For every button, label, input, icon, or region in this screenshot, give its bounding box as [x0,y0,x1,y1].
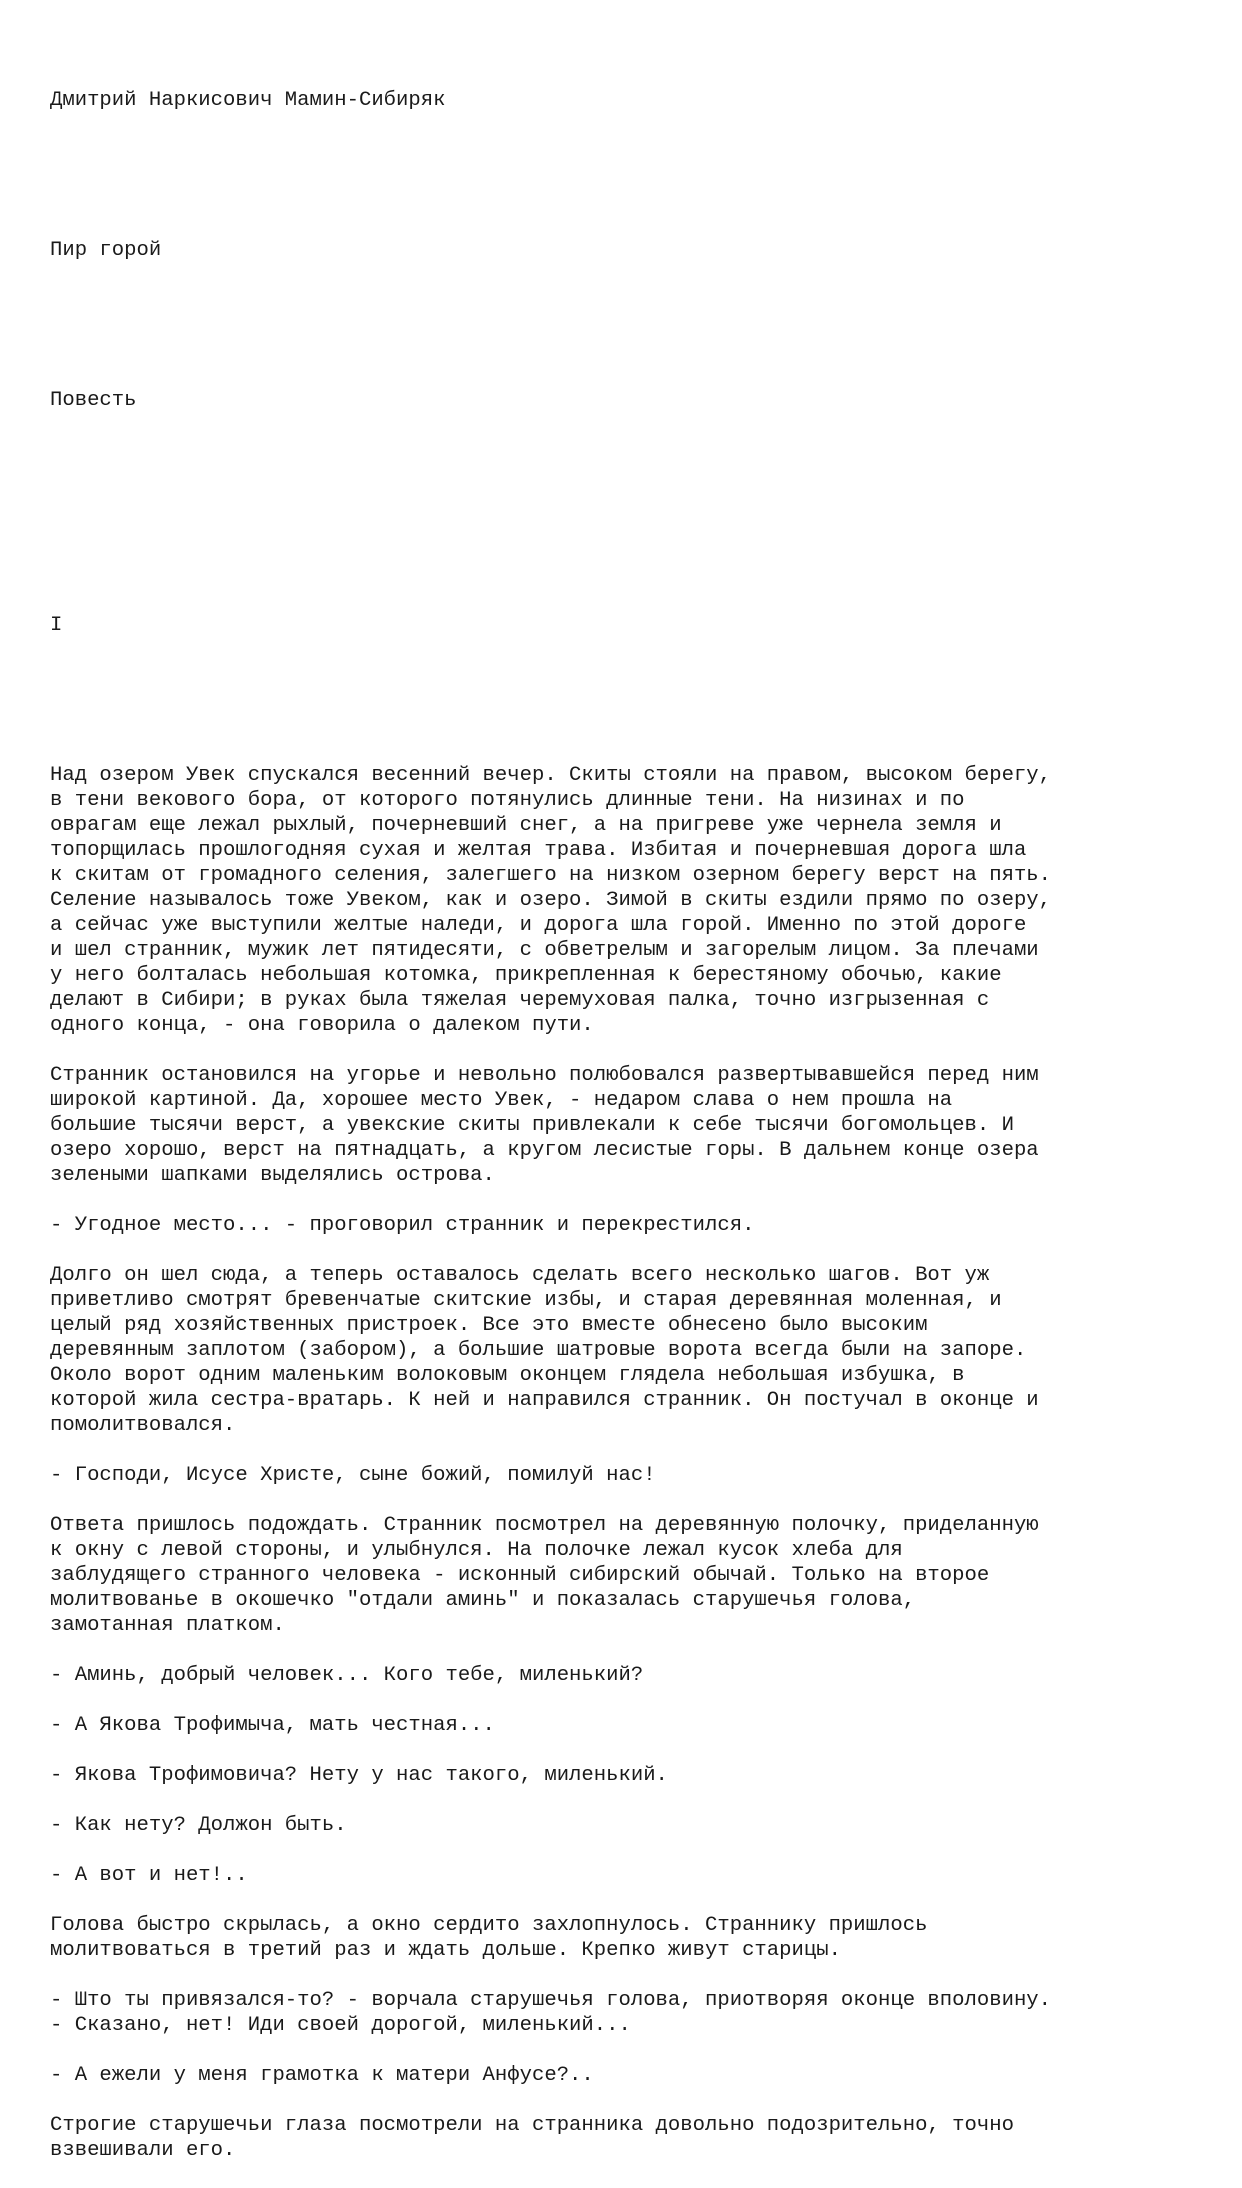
paragraph [50,1263,1200,1438]
text-line: Селение называлось тоже Увеком, как и озеро. Зимой в скиты ездили прямо по озеру, [50,889,1052,912]
text-line: топорщилась прошлогодняя сухая и желтая трава. Избитая и почерневшая дорога шла [50,839,1027,862]
text-line: - Угодное место... - проговорил странник и перекрестился. [50,1214,755,1237]
text-line: к окну с левой стороны, и улыбнулся. На полочке лежал кусок хлеба для [50,1539,903,1562]
text-line: - А вот и нет!.. [50,1864,248,1887]
paragraph [50,1863,1200,1888]
text-line: молитвованье в окошечко "отдали аминь" и показалась старушечья голова, [50,1589,916,1612]
text-line: помолитвовался. [50,1414,236,1437]
text-line: замотанная платком. [50,1614,285,1637]
text-line: взвешивали его. [50,2139,236,2162]
paragraph [50,1463,1200,1488]
text-line: одного конца, - она говорила о далеком пути. [50,1014,594,1037]
text-line: - А ежели у меня грамотка к матери Анфусе?.. [50,2064,594,2087]
paragraph-spacer [50,1738,1200,1763]
text-line: озеро хорошо, верст на пятнадцать, а кругом лесистые горы. В дальнем конце озера [50,1139,1039,1162]
paragraph [50,1913,1200,1963]
paragraph [50,2113,1200,2163]
text-line: Строгие старушечьи глаза посмотрели на странника довольно подозрительно, точно [50,2114,1014,2137]
text-line: которой жила сестра-вратарь. К ней и направился странник. Он постучал в оконце и [50,1389,1039,1412]
text-line: Ответа пришлось подождать. Странник посмотрел на деревянную полочку, приделанную [50,1514,1039,1537]
spacer [50,163,1200,188]
text-line: и шел странник, мужик лет пятидесяти, с обветрелым и загорелым лицом. За плечами [50,939,1039,962]
text-line: - Сказано, нет! Иди своей дорогой, миленький... [50,2014,631,2037]
text-line: - А Якова Трофимыча, мать честная... [50,1714,495,1737]
text-line: - Што ты привязался-то? - ворчала старушечья голова, приотворяя оконце вполовину. [50,1989,1052,2012]
text-line: приветливо смотрят бревенчатые скитские избы, и старая деревянная моленная, и [50,1289,1002,1312]
paragraph-spacer [50,1688,1200,1713]
text-line: широкой картиной. Да, хорошее место Увек, - недаром слава о нем прошла на [50,1089,953,1112]
text-line: - Якова Трофимовича? Нету у нас такого, миленький. [50,1764,668,1787]
paragraph [50,1988,1200,2038]
text-line: делают в Сибири; в руках была тяжелая черемуховая палка, точно изгрызенная с [50,989,990,1012]
spacer [50,313,1200,338]
text-line: целый ряд хозяйственных пристроек. Все это вместе обнесено было высоким [50,1314,928,1337]
paragraph [50,1663,1200,1688]
spacer [50,463,1200,563]
paragraph-spacer [50,1038,1200,1063]
chapter-number: I [50,614,63,637]
paragraph [50,1513,1200,1638]
text-line: молитвоваться в третий раз и ждать дольше. Крепко живут старицы. [50,1939,841,1962]
paragraph-spacer [50,1963,1200,1988]
text-line: - Аминь, добрый человек... Кого тебе, миленький? [50,1664,644,1687]
paragraph-spacer [50,2038,1200,2063]
chapter-body [50,763,1200,2163]
book-title: Пир горой [50,239,162,262]
paragraph [50,1763,1200,1788]
paragraph [50,1063,1200,1188]
paragraph [50,1213,1200,1238]
text-line: Долго он шел сюда, а теперь оставалось сделать всего несколько шагов. Вот уж [50,1264,990,1287]
paragraph-spacer [50,1188,1200,1213]
paragraph [50,1813,1200,1838]
text-line: у него болталась небольшая котомка, прикрепленная к берестяному обочью, какие [50,964,1002,987]
paragraph [50,763,1200,1038]
paragraph-spacer [50,1238,1200,1263]
text-line: - Господи, Исусе Христе, сыне божий, помилуй нас! [50,1464,656,1487]
paragraph-spacer [50,1488,1200,1513]
paragraph-spacer [50,1788,1200,1813]
text-line: деревянным заплотом (забором), а большие шатровые ворота всегда были на запоре. [50,1339,1027,1362]
spacer [50,688,1200,713]
text-line: большие тысячи верст, а увекские скиты привлекали к себе тысячи богомольцев. И [50,1114,1014,1137]
text-line: а сейчас уже выступили желтые наледи, и дорога шла горой. Именно по этой дороге [50,914,1027,937]
text-line: Голова быстро скрылась, а окно сердито захлопнулось. Страннику пришлось [50,1914,928,1937]
text-line: оврагам еще лежал рыхлый, почерневший снег, а на пригреве уже чернела земля и [50,814,1002,837]
genre-line: Повесть [50,389,137,412]
text-line: заблудящего странного человека - исконный сибирский обычай. Только на второе [50,1564,990,1587]
paragraph [50,2063,1200,2088]
paragraph-spacer [50,2088,1200,2113]
text-line: зелеными шапками выделялись острова. [50,1164,495,1187]
document-page [50,38,1200,2188]
text-line: Странник остановился на угорье и невольно полюбовался развертывавшейся перед ним [50,1064,1039,1087]
paragraph-spacer [50,1638,1200,1663]
text-line: в тени векового бора, от которого потянулись длинные тени. На низинах и по [50,789,965,812]
text-line: Около ворот одним маленьким волоковым оконцем глядела небольшая избушка, в [50,1364,965,1387]
paragraph-spacer [50,1888,1200,1913]
text-line: к скитам от громадного селения, залегшего на низком озерном берегу верст на пять. [50,864,1052,887]
text-line: Над озером Увек спускался весенний вечер. Скиты стояли на правом, высоком берегу, [50,764,1052,787]
paragraph [50,1713,1200,1738]
author-line: Дмитрий Наркисович Мамин-Сибиряк [50,89,446,112]
paragraph-spacer [50,1438,1200,1463]
paragraph-spacer [50,1838,1200,1863]
text-line: - Как нету? Должон быть. [50,1814,347,1837]
